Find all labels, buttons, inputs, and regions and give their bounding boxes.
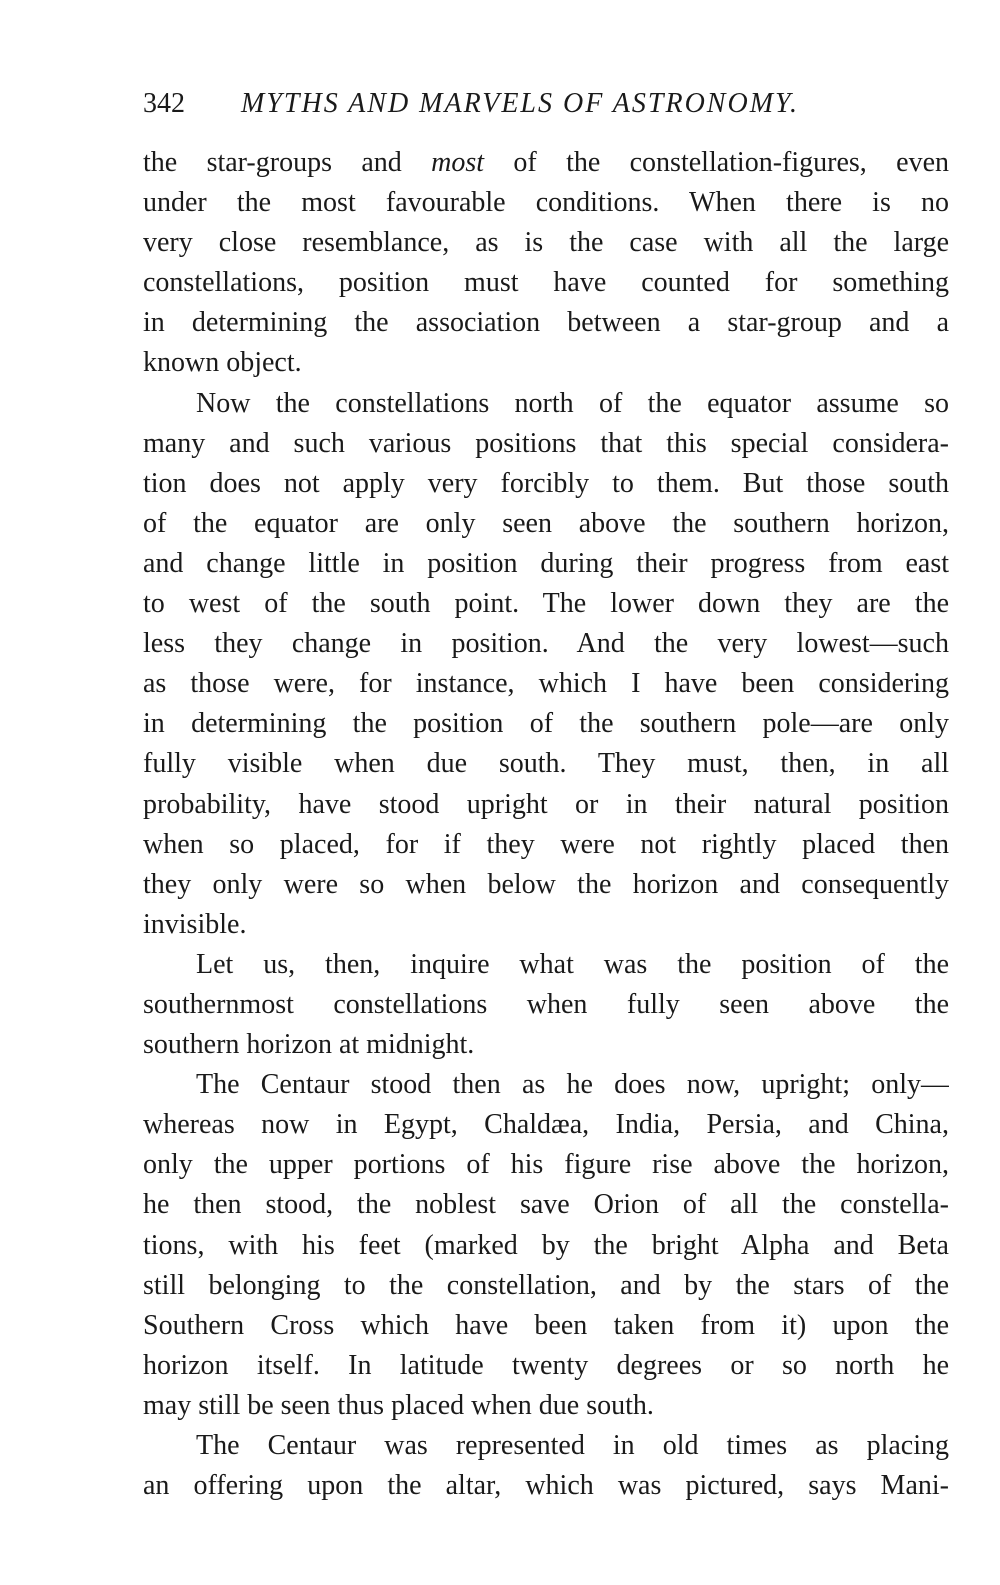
text-line: southernmost constellations when fully seen above the xyxy=(143,988,949,1020)
text-line: whereas now in Egypt, Chaldæa, India, Persia, and China, xyxy=(143,1109,949,1141)
text-line: many and such various positions that this special considera- xyxy=(143,427,949,459)
running-head xyxy=(143,84,943,124)
text-line: Southern Cross which have been taken from it) upon the xyxy=(143,1309,949,1341)
text-line: under the most favourable conditions. When there is no xyxy=(143,187,949,219)
text-line: when so placed, for if they were not rightly placed then xyxy=(143,828,949,860)
text-line: less they change in position. And the very lowest—such xyxy=(143,628,949,660)
text-line: Let us, then, inquire what was the position of the xyxy=(196,948,949,980)
text-line: very close resemblance, as is the case with all the large xyxy=(143,227,949,259)
text-line: fully visible when due south. They must, then, in all xyxy=(143,748,949,780)
text-line: Now the constellations north of the equator assume so xyxy=(196,387,949,419)
text-line: invisible. xyxy=(143,908,247,940)
text-line: he then stood, the noblest save Orion of all the constella- xyxy=(143,1189,949,1221)
text-line: may still be seen thus placed when due south. xyxy=(143,1389,654,1421)
text-line: horizon itself. In latitude twenty degrees or so north he xyxy=(143,1349,949,1381)
text-line: tion does not apply very forcibly to them. But those south xyxy=(143,467,949,499)
text-line: southern horizon at midnight. xyxy=(143,1029,475,1061)
text-line: only the upper portions of his figure rise above the horizon, xyxy=(143,1149,949,1181)
text-line: and change little in position during their progress from east xyxy=(143,547,949,579)
text-line: The Centaur stood then as he does now, upright; only— xyxy=(196,1069,949,1101)
emphasis: most xyxy=(431,147,485,178)
text-line: in determining the position of the southern pole—are only xyxy=(143,708,949,740)
text-line: still belonging to the constellation, and by the stars of the xyxy=(143,1269,949,1301)
text-line: they only were so when below the horizon and consequently xyxy=(143,868,949,900)
text-line: to west of the south point. The lower down they are the xyxy=(143,588,949,620)
text-line: in determining the association between a star-group and a xyxy=(143,307,949,339)
text-line: the star-groups and most of the constellation-figures, even xyxy=(143,147,949,178)
text-line: known object. xyxy=(143,347,302,379)
text-line: tions, with his feet (marked by the bright Alpha and Beta xyxy=(143,1229,949,1261)
text-line: as those were, for instance, which I have been considering xyxy=(143,668,949,700)
body-text xyxy=(143,143,949,1506)
running-title: MYTHS AND MARVELS OF ASTRONOMY. xyxy=(241,88,800,119)
text-line: The Centaur was represented in old times as placing xyxy=(196,1430,949,1461)
text-line: constellations, position must have counted for something xyxy=(143,267,949,299)
page-number: 342 xyxy=(143,88,185,119)
text-line: an offering upon the altar, which was pictured, says Mani- xyxy=(143,1470,949,1502)
text-line: of the equator are only seen above the southern horizon, xyxy=(143,507,949,539)
text-line: probability, have stood upright or in their natural position xyxy=(143,788,949,820)
